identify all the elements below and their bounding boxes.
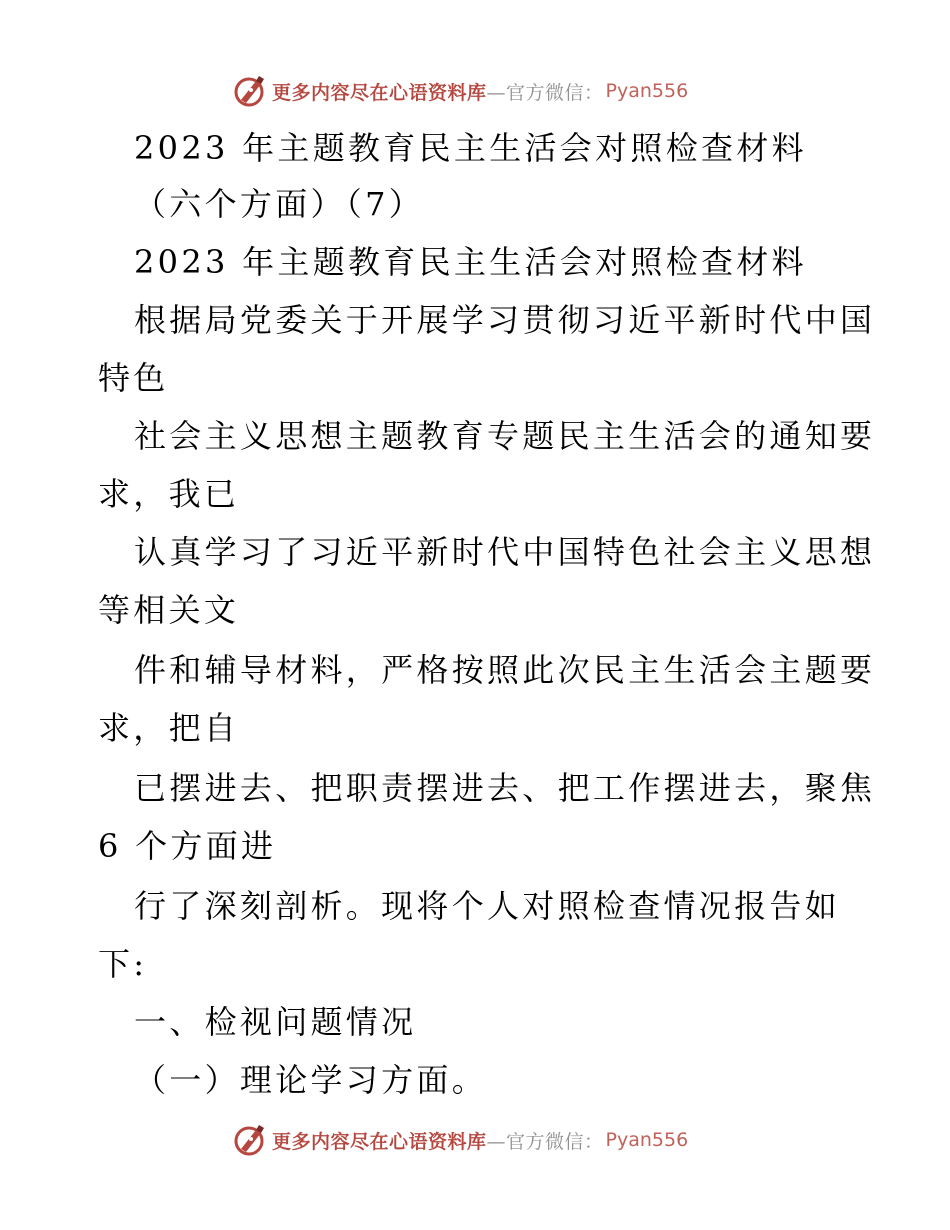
paragraph-line: 下: [98, 945, 148, 983]
paragraph-line: 6 个方面进 [98, 827, 277, 865]
watermark-banner-top [232, 71, 688, 111]
watermark-banner-bottom [232, 1120, 688, 1160]
doc-heading: 2023 年主题教育民主生活会对照检查材料 [134, 243, 807, 281]
section-heading: 一、检视问题情况 [134, 1003, 417, 1041]
paragraph-line: 求，我已 [98, 475, 240, 513]
watermark-sub-text: —官方微信： [486, 1130, 604, 1153]
pen-logo-icon [232, 1122, 268, 1158]
doc-title: 2023 年主题教育民主生活会对照检查材料 [134, 129, 807, 167]
watermark-id-text: Pyan556 [605, 80, 689, 102]
watermark-id-text: Pyan556 [605, 1129, 689, 1151]
watermark-main-text: 更多内容尽在心语资料库 [272, 81, 487, 104]
pen-logo-icon [232, 73, 268, 109]
paragraph-line: 求，把自 [98, 709, 240, 747]
paragraph-line: 件和辅导材料，严格按照此次民主生活会主题要 [134, 651, 876, 689]
subsection-heading: （一）理论学习方面。 [134, 1061, 488, 1099]
paragraph-line: 社会主义思想主题教育专题民主生活会的通知要 [134, 417, 876, 455]
paragraph-line: 认真学习了习近平新时代中国特色社会主义思想 [134, 533, 876, 571]
doc-subtitle: （六个方面）（7） [134, 185, 425, 223]
paragraph-line: 根据局党委关于开展学习贯彻习近平新时代中国 [134, 301, 876, 339]
watermark-sub-text: —官方微信： [486, 81, 604, 104]
paragraph-line: 特色 [98, 359, 169, 397]
watermark-main-text: 更多内容尽在心语资料库 [272, 1130, 487, 1153]
paragraph-line: 等相关文 [98, 591, 240, 629]
paragraph-line: 已摆进去、把职责摆进去、把工作摆进去，聚焦 [134, 769, 876, 807]
paragraph-line: 行了深刻剖析。现将个人对照检查情况报告如 [134, 887, 841, 925]
